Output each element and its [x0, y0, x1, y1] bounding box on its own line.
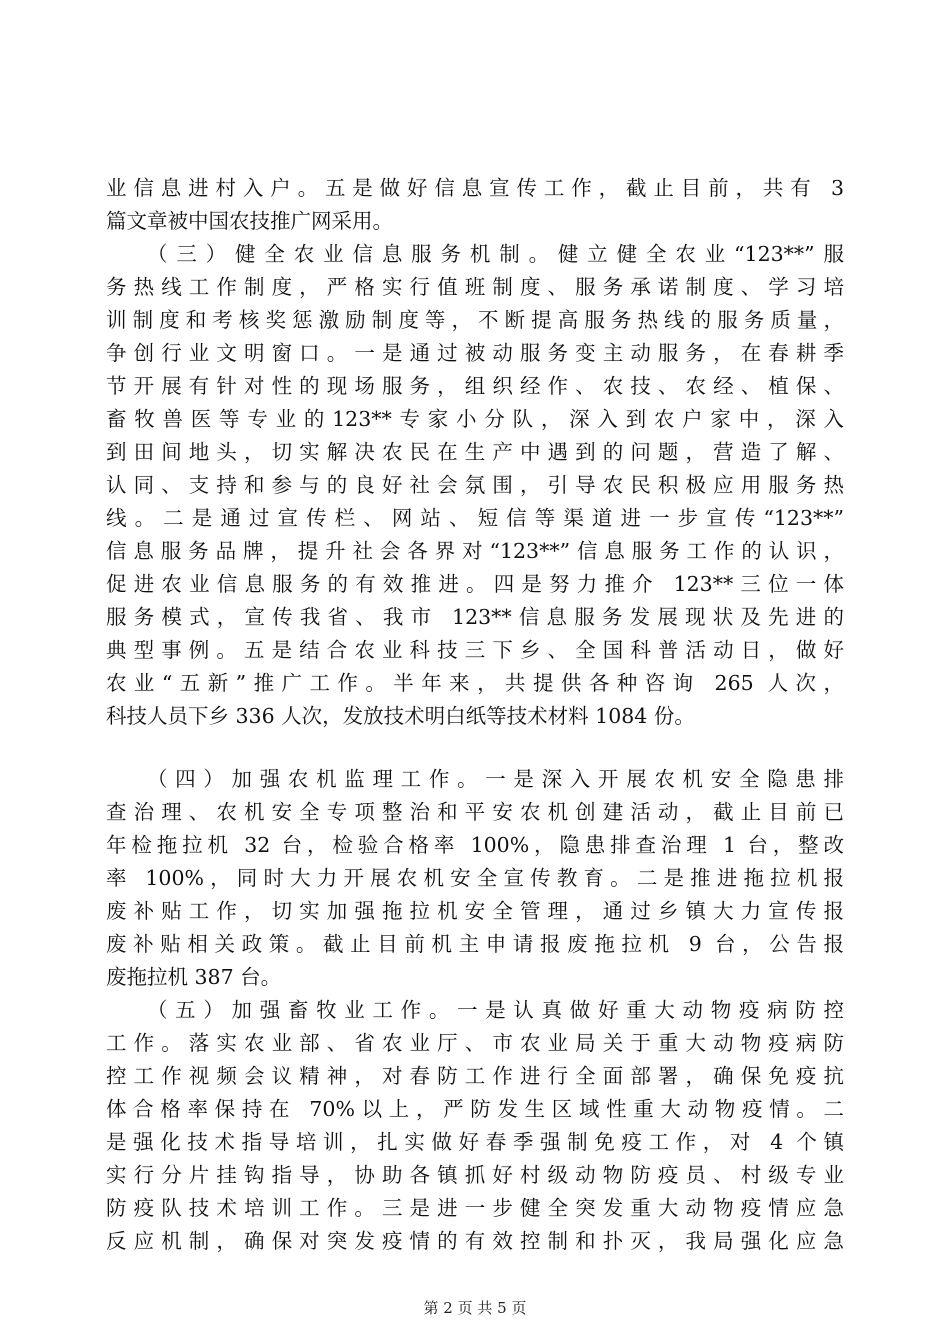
text-line: 节开展有针对性的现场服务，组织经作、农技、农经、植保、 [106, 374, 844, 398]
text-line: 畜牧兽医等专业的123**专家小分队，深入到农户家中，深入 [106, 407, 844, 431]
text-line: 控工作视频会议精神，对春防工作进行全面部署，确保免疫抗 [106, 1064, 844, 1088]
paragraph [106, 238, 844, 733]
text-line: 训制度和考核奖惩激励制度等，不断提高服务热线的服务质量， [106, 308, 844, 332]
paragraph [106, 763, 844, 994]
text-line: 争创行业文明窗口。一是通过被动服务变主动服务，在春耕季 [106, 341, 844, 365]
text-line: 典型事例。五是结合农业科技三下乡、全国科普活动日，做好 [106, 638, 844, 662]
text-line: 篇文章被中国农技推广网采用。 [106, 209, 393, 233]
text-line: 认同、支持和参与的良好社会氛围，引导农民积极应用服务热 [106, 473, 844, 497]
text-line: 防疫队技术培训工作。三是进一步健全突发重大动物疫情应急 [106, 1196, 844, 1220]
page-footer: 第 2 页 共 5 页 [423, 1299, 527, 1317]
text-line: 科技人员下乡 336 人次，发放技术明白纸等技术材料 1084 份。 [106, 704, 695, 728]
text-line: 农业“五新”推广工作。半年来，共提供各种咨询 265 人次， [106, 671, 844, 695]
text-line: 是强化技术指导培训，扎实做好春季强制免疫工作，对 4 个镇 [106, 1130, 844, 1154]
text-line: 服务模式，宣传我省、我市 123**信息服务发展现状及先进的 [106, 605, 844, 629]
text-line: 率 100%，同时大力开展农机安全宣传教育。二是推进拖拉机报 [106, 866, 844, 890]
text-line: 废拖拉机 387 台。 [106, 965, 282, 989]
text-line: 年检拖拉机 32 台，检验合格率 100%，隐患排查治理 1 台，整改 [106, 833, 844, 857]
text-line: 到田间地头，切实解决农民在生产中遇到的问题，营造了解、 [106, 440, 844, 464]
document-body [106, 172, 844, 1258]
text-line: 务热线工作制度，严格实行值班制度、服务承诺制度、学习培 [106, 275, 844, 299]
text-line: （五）加强畜牧业工作。一是认真做好重大动物疫病防控 [147, 998, 844, 1022]
text-line: 废补贴工作，切实加强拖拉机安全管理，通过乡镇大力宣传报 [106, 899, 844, 923]
text-line: 体合格率保持在 70%以上，严防发生区域性重大动物疫情。二 [106, 1097, 844, 1121]
text-line: 工作。落实农业部、省农业厅、市农业局关于重大动物疫病防 [106, 1031, 844, 1055]
text-line: （三）健全农业信息服务机制。健立健全农业“123**”服 [147, 242, 844, 266]
text-line: 线。二是通过宣传栏、网站、短信等渠道进一步宣传“123**” [106, 506, 844, 530]
text-line: 促进农业信息服务的有效推进。四是努力推介 123**三位一体 [106, 572, 844, 596]
text-line: （四）加强农机监理工作。一是深入开展农机安全隐患排 [147, 767, 844, 791]
paragraph-gap [106, 733, 844, 763]
paragraph [106, 172, 844, 238]
text-line: 业信息进村入户。五是做好信息宣传工作，截止目前，共有 3 [106, 176, 844, 200]
text-line: 实行分片挂钩指导，协助各镇抓好村级动物防疫员、村级专业 [106, 1163, 844, 1187]
text-line: 信息服务品牌，提升社会各界对“123**”信息服务工作的认识， [106, 539, 844, 563]
text-line: 查治理、农机安全专项整治和平安农机创建活动，截止目前已 [106, 800, 844, 824]
text-line: 反应机制，确保对突发疫情的有效控制和扑灭，我局强化应急 [106, 1229, 844, 1253]
text-line: 废补贴相关政策。截止目前机主申请报废拖拉机 9 台，公告报 [106, 932, 844, 956]
paragraph [106, 994, 844, 1258]
